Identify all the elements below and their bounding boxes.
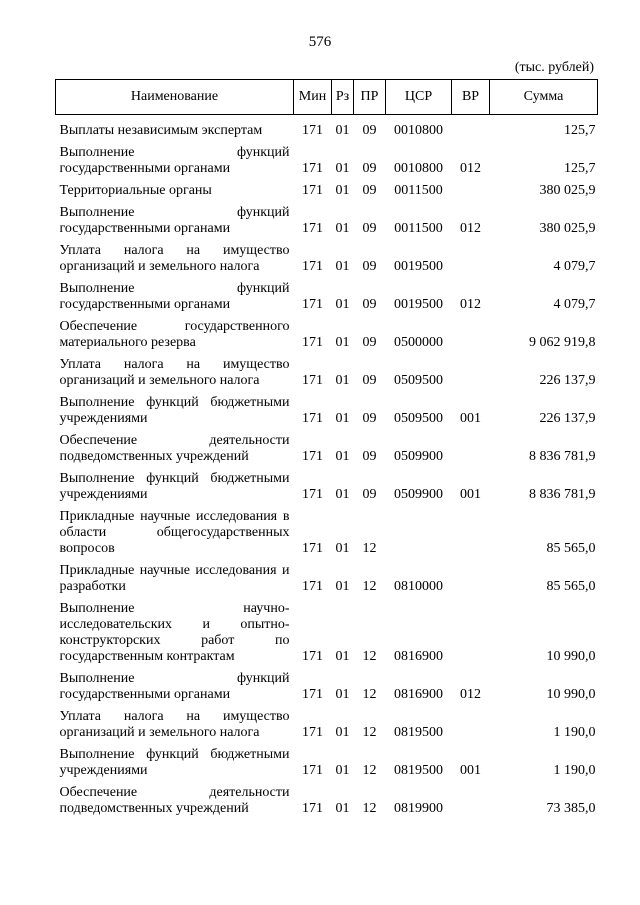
table-row (56, 561, 598, 599)
cell-vr: 012 (460, 297, 481, 312)
table-row (56, 143, 598, 181)
cell-rz: 01 (335, 687, 350, 702)
cell-name: Обеспечение государственного материального резерва (59, 319, 290, 350)
cell-rz: 01 (335, 335, 350, 350)
cell-pr: 12 (362, 725, 377, 740)
cell-pr: 09 (362, 373, 377, 388)
cell-sum: 8 836 781,9 (529, 449, 596, 464)
cell-pr: 12 (362, 763, 377, 778)
cell-name: Выполнение функций государственными органами (59, 671, 290, 702)
table-row (56, 241, 598, 279)
cell-sum: 125,7 (564, 161, 596, 176)
cell-rz: 01 (335, 579, 350, 594)
cell-rz: 01 (335, 801, 350, 816)
cell-sum: 8 836 781,9 (529, 487, 596, 502)
table-row (56, 507, 598, 561)
header-min: Мин (294, 80, 332, 115)
table-row (56, 469, 598, 507)
table-row (56, 203, 598, 241)
cell-rz: 01 (335, 297, 350, 312)
cell-name: Обеспечение деятельности подведомственных учреждений (59, 433, 290, 464)
cell-sum: 226 137,9 (539, 411, 596, 426)
table-row (56, 115, 598, 144)
cell-rz: 01 (335, 373, 350, 388)
header-vr: ВР (452, 80, 490, 115)
cell-sum: 4 079,7 (553, 297, 596, 312)
table-row (56, 745, 598, 783)
cell-sum: 226 137,9 (539, 373, 596, 388)
table-row (56, 355, 598, 393)
cell-rz: 01 (335, 449, 350, 464)
table-row (56, 279, 598, 317)
cell-sum: 380 025,9 (539, 183, 596, 198)
cell-pr: 09 (362, 123, 377, 138)
cell-pr: 09 (362, 487, 377, 502)
cell-rz: 01 (335, 725, 350, 740)
cell-csr: 0509500 (394, 411, 443, 426)
header-sum: Сумма (490, 80, 598, 115)
cell-vr (452, 241, 490, 279)
table-row (56, 431, 598, 469)
header-pr: ПР (354, 80, 386, 115)
cell-name: Уплата налога на имущество организаций и земельного налога (59, 709, 290, 740)
cell-min: 171 (302, 183, 323, 198)
cell-min: 171 (302, 763, 323, 778)
cell-vr: 001 (460, 411, 481, 426)
cell-rz: 01 (335, 221, 350, 236)
cell-vr (452, 561, 490, 599)
cell-name: Выполнение функций государственными органами (59, 205, 290, 236)
table-header-row (56, 80, 598, 115)
cell-sum: 85 565,0 (546, 579, 596, 594)
cell-rz: 01 (335, 649, 350, 664)
table-row (56, 783, 598, 821)
cell-min: 171 (302, 411, 323, 426)
cell-rz: 01 (335, 763, 350, 778)
cell-vr: 012 (460, 161, 481, 176)
cell-csr: 0810000 (394, 579, 443, 594)
table-row (56, 317, 598, 355)
cell-csr: 0019500 (394, 259, 443, 274)
cell-csr (386, 507, 452, 561)
cell-min: 171 (302, 649, 323, 664)
cell-csr: 0819500 (394, 763, 443, 778)
cell-sum: 1 190,0 (553, 763, 596, 778)
cell-csr: 0509900 (394, 449, 443, 464)
cell-sum: 380 025,9 (539, 221, 596, 236)
budget-table (55, 79, 598, 821)
cell-min: 171 (302, 259, 323, 274)
cell-pr: 09 (362, 335, 377, 350)
cell-min: 171 (302, 541, 323, 556)
cell-sum: 125,7 (564, 123, 596, 138)
cell-name: Выполнение функций бюджетными учреждениями (59, 471, 290, 502)
cell-pr: 09 (362, 161, 377, 176)
cell-min: 171 (302, 221, 323, 236)
cell-vr: 012 (460, 687, 481, 702)
cell-name: Обеспечение деятельности подведомственных учреждений (59, 785, 290, 816)
cell-vr (452, 431, 490, 469)
cell-name: Выполнение функций государственными органами (59, 145, 290, 176)
header-name: Наименование (56, 80, 294, 115)
cell-csr: 0816900 (394, 649, 443, 664)
cell-csr: 0010800 (394, 123, 443, 138)
cell-vr (452, 317, 490, 355)
cell-name: Прикладные научные исследования в области общегосударственных вопросов (59, 509, 290, 556)
cell-min: 171 (302, 373, 323, 388)
cell-min: 171 (302, 123, 323, 138)
cell-sum: 85 565,0 (546, 541, 596, 556)
cell-name: Территориальные органы (59, 183, 212, 198)
cell-rz: 01 (335, 487, 350, 502)
units-note: (тыс. рублей) (514, 60, 594, 75)
cell-min: 171 (302, 449, 323, 464)
table-row (56, 669, 598, 707)
page-number: 576 (308, 34, 332, 50)
header-csr: ЦСР (386, 80, 452, 115)
cell-vr (452, 783, 490, 821)
cell-vr (452, 115, 490, 144)
cell-name: Выполнение функций бюджетными учреждениями (59, 747, 290, 778)
cell-rz: 01 (335, 541, 350, 556)
table-row (56, 393, 598, 431)
cell-rz: 01 (335, 411, 350, 426)
cell-name: Выполнение функций государственными органами (59, 281, 290, 312)
cell-vr (452, 507, 490, 561)
cell-csr: 0010800 (394, 161, 443, 176)
cell-csr: 0011500 (394, 221, 443, 236)
cell-name: Выполнение научно-исследовательских и опытно-конструкторских работ по государственным контрактам (59, 601, 290, 664)
cell-min: 171 (302, 487, 323, 502)
cell-rz: 01 (335, 161, 350, 176)
cell-name: Прикладные научные исследования и разработки (59, 563, 290, 594)
cell-csr: 0019500 (394, 297, 443, 312)
cell-name: Выполнение функций бюджетными учреждениями (59, 395, 290, 426)
cell-rz: 01 (335, 183, 350, 198)
cell-pr: 12 (362, 579, 377, 594)
cell-sum: 10 990,0 (546, 687, 596, 702)
table-body (56, 115, 598, 822)
cell-name: Уплата налога на имущество организаций и земельного налога (59, 243, 290, 274)
cell-sum: 9 062 919,8 (529, 335, 596, 350)
cell-csr: 0819900 (394, 801, 443, 816)
cell-min: 171 (302, 801, 323, 816)
cell-pr: 09 (362, 183, 377, 198)
cell-pr: 09 (362, 259, 377, 274)
cell-sum: 10 990,0 (546, 649, 596, 664)
cell-pr: 09 (362, 449, 377, 464)
cell-min: 171 (302, 725, 323, 740)
cell-pr: 09 (362, 297, 377, 312)
cell-vr (452, 707, 490, 745)
cell-min: 171 (302, 687, 323, 702)
cell-csr: 0816900 (394, 687, 443, 702)
cell-pr: 09 (362, 411, 377, 426)
cell-rz: 01 (335, 259, 350, 274)
cell-sum: 73 385,0 (546, 801, 596, 816)
cell-min: 171 (302, 579, 323, 594)
cell-vr (452, 181, 490, 203)
cell-min: 171 (302, 161, 323, 176)
cell-min: 171 (302, 297, 323, 312)
cell-rz: 01 (335, 123, 350, 138)
cell-csr: 0509500 (394, 373, 443, 388)
cell-csr: 0509900 (394, 487, 443, 502)
cell-csr: 0819500 (394, 725, 443, 740)
cell-sum: 1 190,0 (553, 725, 596, 740)
cell-vr: 012 (460, 221, 481, 236)
cell-name: Уплата налога на имущество организаций и земельного налога (59, 357, 290, 388)
cell-pr: 12 (362, 801, 377, 816)
cell-sum: 4 079,7 (553, 259, 596, 274)
cell-vr: 001 (460, 487, 481, 502)
cell-pr: 12 (362, 541, 377, 556)
cell-vr (452, 355, 490, 393)
cell-min: 171 (302, 335, 323, 350)
cell-pr: 12 (362, 687, 377, 702)
cell-csr: 0500000 (394, 335, 443, 350)
cell-csr: 0011500 (394, 183, 443, 198)
cell-pr: 09 (362, 221, 377, 236)
table-row (56, 599, 598, 669)
cell-pr: 12 (362, 649, 377, 664)
cell-vr: 001 (460, 763, 481, 778)
header-rz: Рз (332, 80, 354, 115)
table-row (56, 707, 598, 745)
cell-name: Выплаты независимым экспертам (59, 123, 263, 138)
table-row (56, 181, 598, 203)
cell-vr (452, 599, 490, 669)
